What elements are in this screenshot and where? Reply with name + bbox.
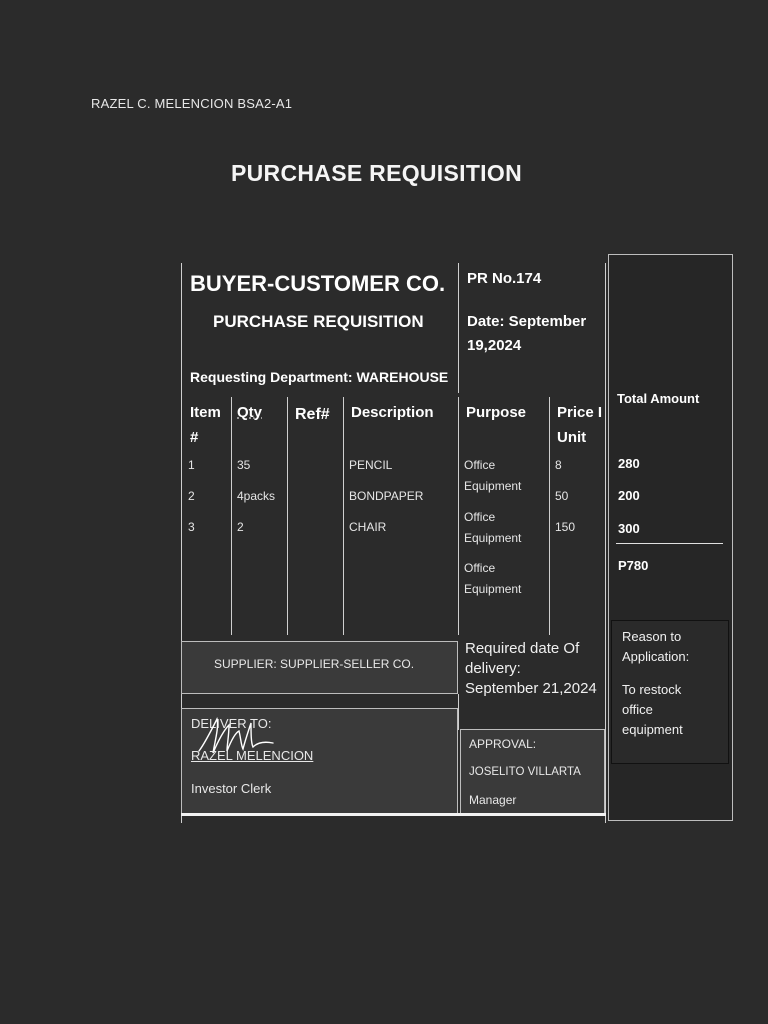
row-3-description: CHAIR	[349, 520, 387, 534]
purpose-3-line-1: Office	[464, 561, 496, 575]
row-2-qty: 4packs	[237, 489, 276, 503]
col-divider-item	[231, 397, 232, 635]
col-header-item-line-2: #	[190, 429, 199, 446]
purpose-1-line-1: Office	[464, 458, 496, 472]
row-3-qty: 2	[237, 520, 244, 534]
form-right-border	[605, 263, 606, 823]
approver-role: Manager	[469, 793, 517, 807]
pr-date	[467, 310, 602, 358]
row-3-price: 150	[555, 520, 576, 534]
col-header-total: Total Amount	[617, 391, 700, 406]
col-divider-ref	[343, 397, 344, 635]
row-3-item: 3	[188, 520, 195, 534]
row-1-total: 280	[618, 456, 640, 471]
col-divider-qty	[287, 397, 288, 635]
reason-text-line-3: equipment	[622, 722, 683, 737]
col-header-purpose: Purpose	[466, 404, 527, 421]
header-divider	[458, 263, 459, 393]
requesting-department: Requesting Department: WAREHOUSE	[190, 369, 449, 385]
row-2-price: 50	[555, 489, 569, 503]
purpose-3-line-2: Equipment	[464, 582, 522, 596]
purpose-1	[464, 455, 521, 497]
reason-text-line-2: office	[622, 702, 653, 717]
col-header-qty: Qty	[237, 404, 263, 421]
total-rule	[616, 543, 723, 544]
col-header-item-line-1: Item	[190, 404, 221, 421]
col-header-price-line-2: Unit	[557, 429, 587, 446]
purpose-2-line-2: Equipment	[464, 531, 522, 545]
reason-text	[622, 680, 683, 740]
form-subtitle: PURCHASE REQUISITION	[213, 312, 424, 331]
deliver-to-name: RAZEL MELENCION	[191, 748, 314, 763]
row-1-qty: 35	[237, 458, 251, 472]
row-1-description: PENCIL	[349, 458, 393, 472]
required-date-line-1: Required date Of	[465, 640, 580, 657]
row-2-description: BONDPAPER	[349, 489, 424, 503]
form-bottom-rule	[181, 813, 606, 816]
supplier-text: SUPPLIER: SUPPLIER-SELLER CO.	[214, 657, 415, 671]
reason-text-line-1: To restock	[622, 682, 682, 697]
approval-label: APPROVAL:	[469, 737, 537, 751]
approver-name: JOSELITO VILLARTA	[469, 766, 581, 778]
row-3-total: 300	[618, 521, 640, 536]
purpose-3	[464, 558, 521, 600]
purpose-1-line-2: Equipment	[464, 479, 522, 493]
reason-heading-line-1: Reason to	[622, 629, 682, 644]
deliver-to-role: Investor Clerk	[191, 781, 272, 796]
reason-heading	[622, 627, 689, 667]
pr-number: PR No.174	[467, 270, 542, 287]
approval-divider	[458, 694, 459, 730]
col-divider-purpose	[549, 397, 550, 635]
page-title: PURCHASE REQUISITION	[231, 160, 522, 186]
col-header-item	[190, 400, 221, 450]
deliver-to-label: DELIVER TO:	[191, 716, 272, 731]
document-page	[1, 1, 767, 1023]
grand-total: P780	[618, 558, 649, 573]
pr-date-line-1: Date: September	[467, 313, 587, 330]
row-2-item: 2	[188, 489, 195, 503]
row-1-price: 8	[555, 458, 562, 472]
col-header-ref: Ref#	[295, 406, 330, 423]
required-date-line-3: September 21,2024	[465, 680, 597, 697]
reason-heading-line-2: Application:	[622, 649, 690, 664]
required-delivery-date	[465, 639, 597, 699]
company-name: BUYER-CUSTOMER CO.	[190, 271, 446, 296]
col-header-price	[557, 400, 602, 450]
pr-date-line-2: 19,2024	[467, 337, 522, 354]
row-1-item: 1	[188, 458, 195, 472]
required-date-line-2: delivery:	[465, 660, 521, 677]
col-divider-description	[458, 397, 459, 635]
purpose-2	[464, 507, 521, 549]
col-header-price-line-1: Price I	[557, 404, 603, 421]
purpose-2-line-1: Office	[464, 510, 496, 524]
col-header-description: Description	[351, 404, 434, 421]
author-line: RAZEL C. MELENCION BSA2-A1	[91, 96, 293, 111]
row-2-total: 200	[618, 488, 640, 503]
